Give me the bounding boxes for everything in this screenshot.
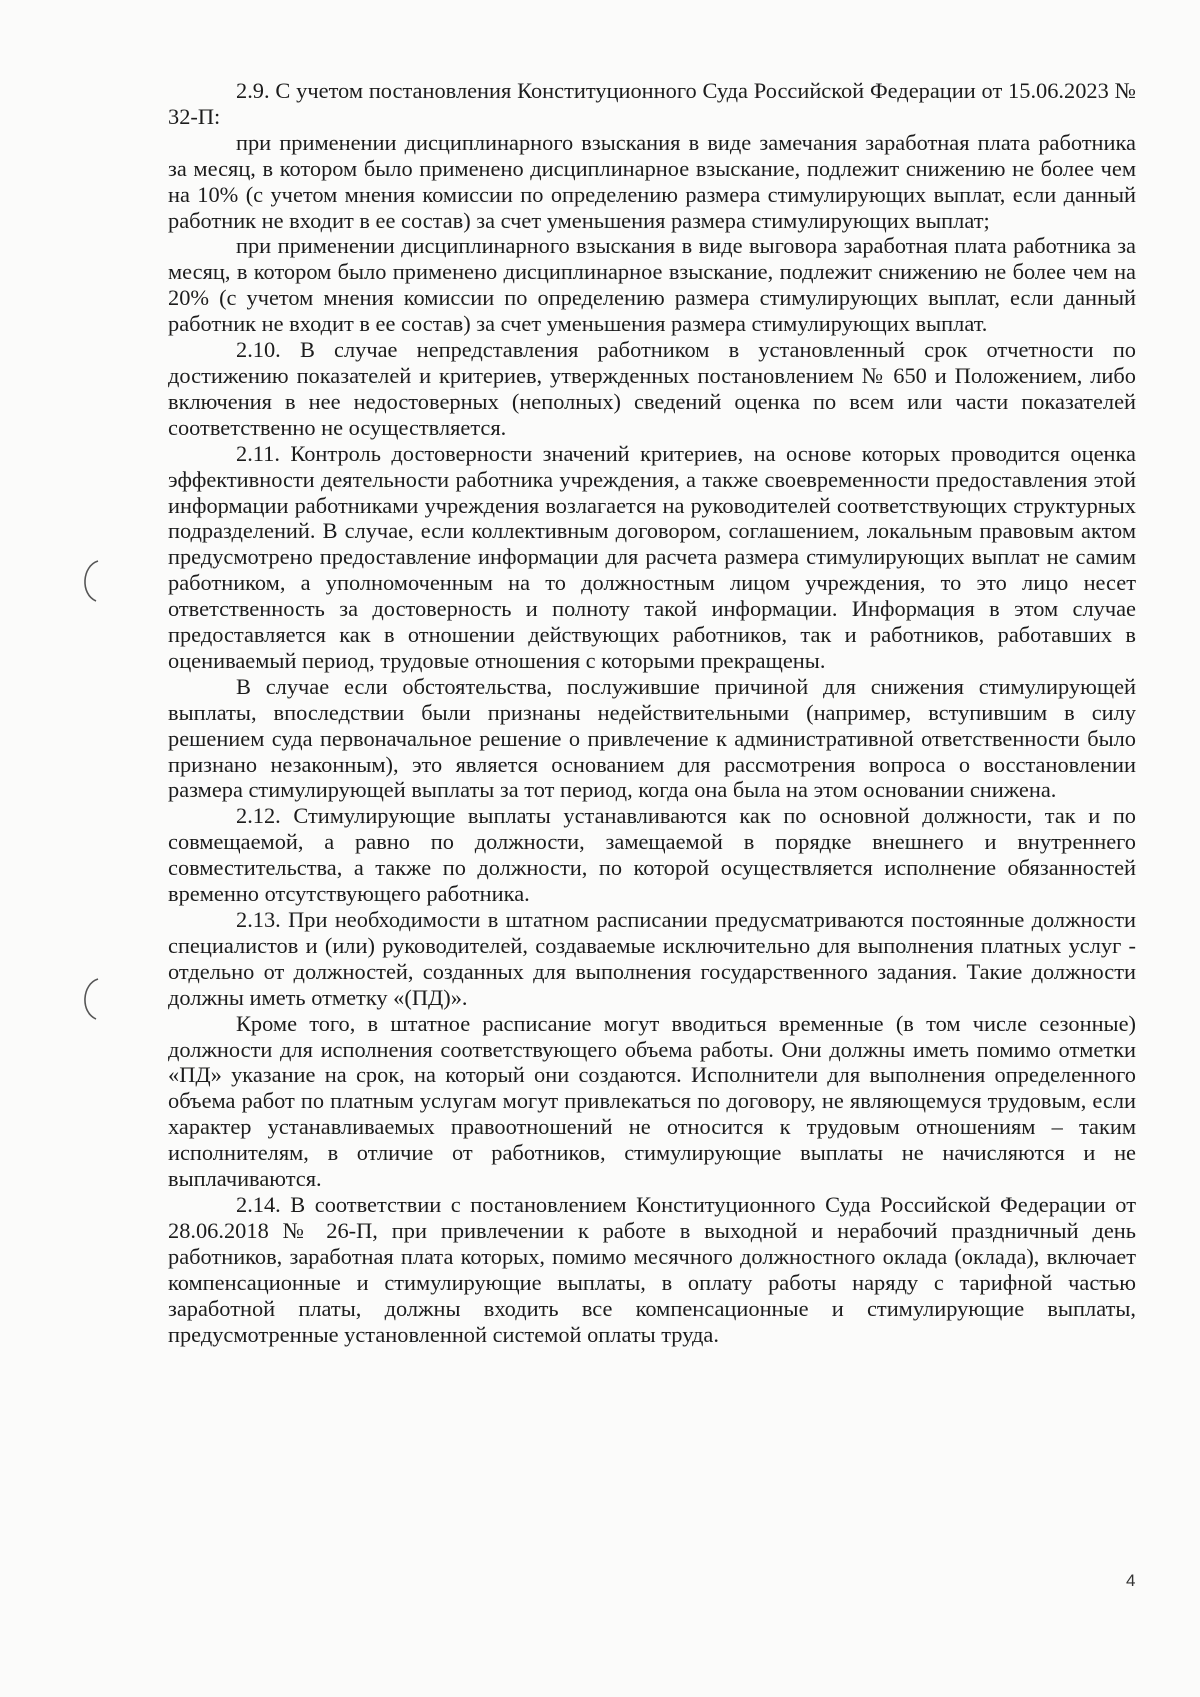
paragraph-2-10: 2.10. В случае непредставления работником в установленный срок отчетности по достижению показателей и критериев, утвержденных постановлением № 650 и Положением, либо включения в нее недостоверных (неполных) сведений оценка по всем или части показателей соответственно не осуществляется. [168,337,1136,440]
paragraph-2-14: 2.14. В соответствии с постановлением Конституционного Суда Российской Федерации от 28.06.2018 № 26-П, при привлечении к работе в выходной и нерабочий праздничный день работников, заработная плата которых, помимо месячного должностного оклада (оклада), включает компенсационные и стимулирующие выплаты, в оплату работы наряду с тарифной частью заработной платы, должны входить все компенсационные и стимулирующие выплаты, предусмотренные установленной системой оплаты труда. [168,1191,1136,1347]
page-number: 4 [1126,1571,1136,1590]
paragraph-2-12: 2.12. Стимулирующие выплаты устанавливаются как по основной должности, так и по совмещаемой, а равно по должности, замещаемой в порядке внешнего и внутреннего совместительства, а также по должности, по которой осуществляется исполнение обязанностей временно отсутствующего работника. [168,803,1136,907]
paragraph-temporary-positions: Кроме того, в штатное расписание могут вводиться временные (в том числе сезонные) должности для исполнения соответствующего объема работы. Они должны иметь помимо отметки «ПД» указание на срок, на который они создаются. Исполнители для выполнения определенного объема работ по платным услугам могут привлекаться по договору, не являющемуся трудовым, если характер устанавливаемых правоотношений не относится к трудовым отношениям – таким исполнителям, в отличие от работников, стимулирующие выплаты не начисляются и не выплачиваются. [168,1010,1136,1192]
paragraph-2-13: 2.13. При необходимости в штатном расписании предусматриваются постоянные должности специалистов и (или) руководителей, создаваемые исключительно для выполнения платных услуг - отдельно от должностей, созданных для выполнения государственного задания. Такие должности должны иметь отметку «(ПД)». [168,907,1136,1010]
paragraph-reprimand-warning: при применении дисциплинарного взыскания в виде выговора заработная плата работника за месяц, в котором было применено дисциплинарное взыскание, подлежит снижению не более чем на 20% (с учетом мнения комиссии по определению размера стимулирующих выплат, если данный работник не входит в ее состав) за счет уменьшения размера стимулирующих выплат. [168,233,1136,337]
punch-hole-mark [78,976,102,1022]
paragraph-2-9: 2.9. С учетом постановления Конституционного Суда Российской Федерации от 15.06.2023 № 32-П: [168,78,1136,129]
paragraph-2-11: 2.11. Контроль достоверности значений критериев, на основе которых проводится оценка эффективности деятельности работника учреждения, а также своевременности предоставления этой информации работниками учреждения возлагается на руководителей соответствующих структурных подразделений. В случае, если коллективным договором, соглашением, локальным правовым актом предусмотрено предоставление информации для расчета размера стимулирующих выплат не самим работником, а уполномоченным на то должностным лицом учреждения, то это лицо несет ответственность за достоверность и полноту такой информации. Информация в этом случае предоставляется как в отношении действующих работников, так и работников, работавших в оцениваемый период, трудовые отношения с которыми прекращены. [168,440,1136,673]
document-body [168,78,1136,1347]
paragraph-reprimand-remark: при применении дисциплинарного взыскания в виде замечания заработная плата работника за месяц, в котором было применено дисциплинарное взыскание, подлежит снижению не более чем на 10% (с учетом мнения комиссии по определению размера стимулирующих выплат, если данный работник не входит в ее состав) за счет уменьшения размера стимулирующих выплат; [168,129,1136,233]
punch-hole-mark [78,558,102,604]
paragraph-payment-restoration: В случае если обстоятельства, послужившие причиной для снижения стимулирующей выплаты, впоследствии были признаны недействительными (например, вступившим в силу решением суда первоначальное решение о привлечение к административной ответственности было признано незаконным), это является основанием для рассмотрения вопроса о восстановлении размера стимулирующей выплаты за тот период, когда она была на этом основании снижена. [168,673,1136,803]
